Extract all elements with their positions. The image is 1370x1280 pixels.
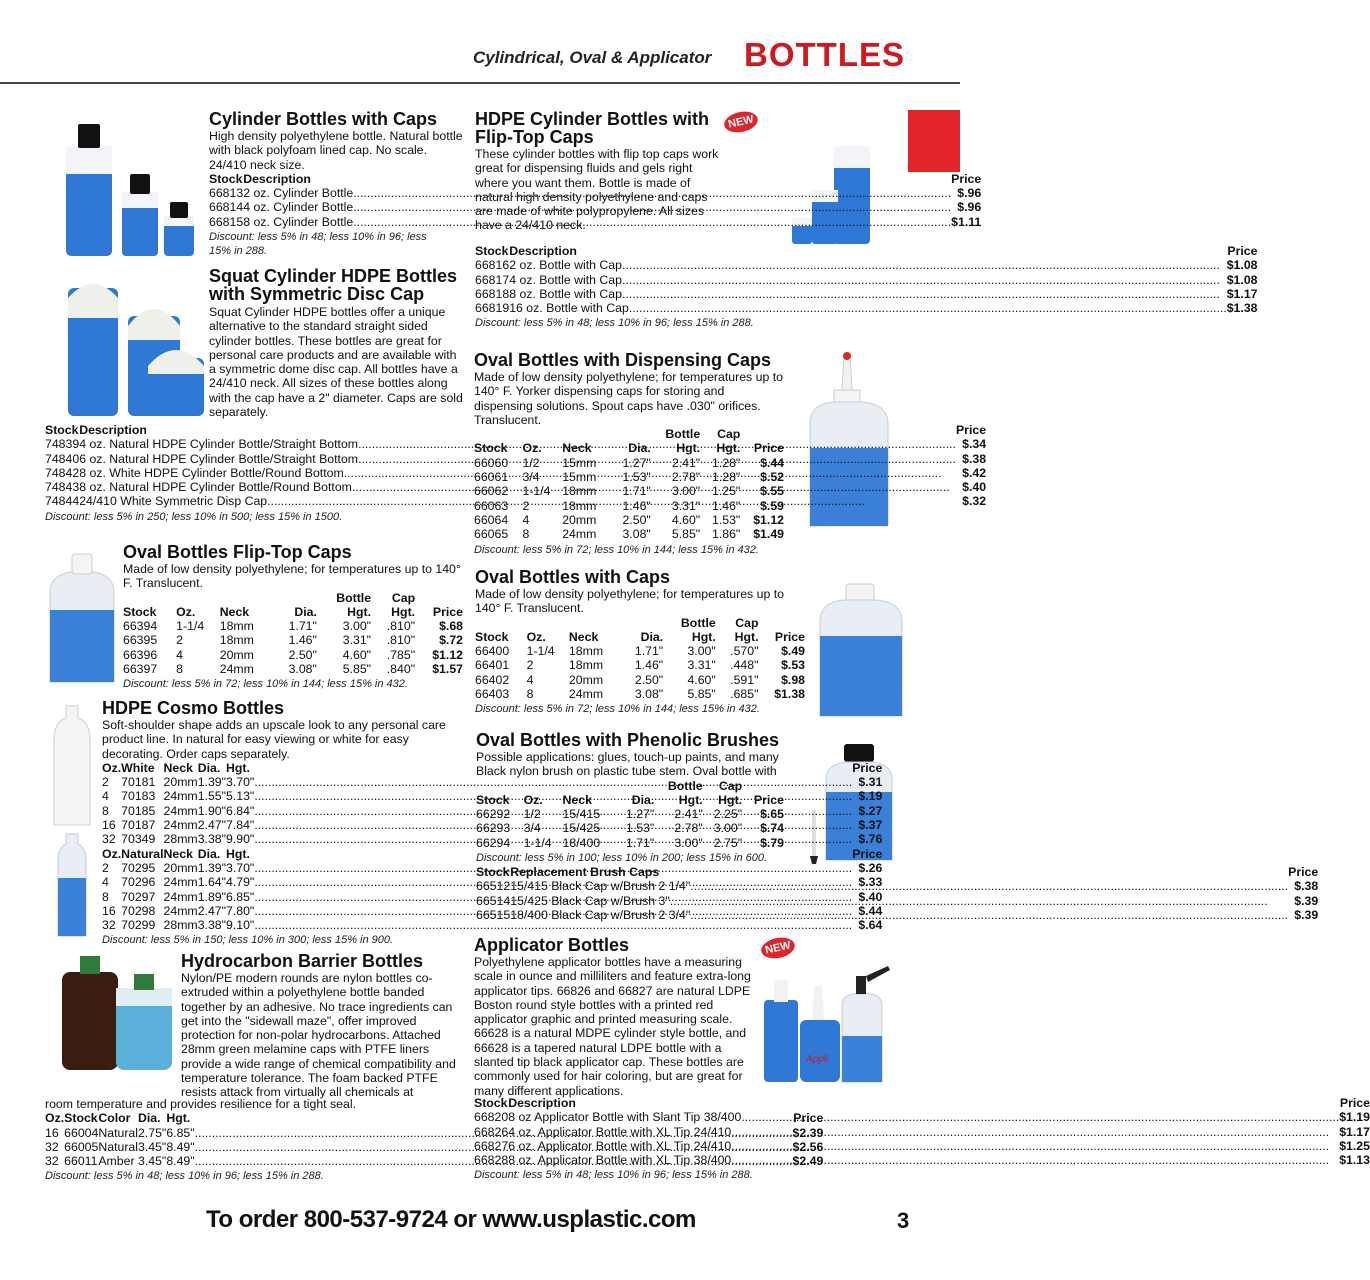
applicator-section (474, 1096, 1370, 1182)
table-row: 74844 24/410 White Symmetric Disp Cap ..... $.32 (45, 494, 986, 508)
hdpeflip-table: Stock Description Price 66816 2 oz. Bottle with Cap ..... $1.08 66817 4 oz. Bottle with Cap ..... $1.08 66818 8 oz. Bottle with Cap ..... $1.17 66819 16 oz. Bottle with Cap ..... $1.38 (475, 244, 1258, 315)
table-row: 66826 4 oz. Applicator Bottle with XL Tip 24/410 ..... $1.17 (474, 1125, 1370, 1139)
discount-text: Discount: less 5% in 48; less 10% in 96; less 15% in 288. (209, 231, 427, 258)
col-header: Price (951, 171, 982, 186)
table-row: 74842 8 oz. White HDPE Cylinder Bottle/Round Bottom ..... $.42 (45, 466, 986, 480)
ovalcaps-section (475, 568, 807, 716)
table-row: 32 70349 28mm 3.38" 9.90" ..... $.76 (102, 832, 882, 846)
section-tab (908, 110, 960, 172)
table-row: 32 66005 Natural 3.45" 8.49" ..... $2.56 (45, 1140, 823, 1154)
ovaldisp-section (474, 351, 784, 557)
table-row: 66514 15/425 Black Cap w/Brush 3" ..... $.39 (476, 894, 1318, 908)
ovaldisp-table: Bottle Cap Stock Oz. Neck Dia. Hgt. Hgt. Price 66060 1/2 15mm 1.27" 2.41" 1.28" $.44 66061 3/4 15mm 1.53" 2.78" 1.28" $.52 66062 1-1/4 18mm 1.71" 3.00" 1.25" $.55 66063 2 18mm 1.46" 3.31" 1.46" $.59 66064 4 20mm 2.50" 4.60" 1.53" $1.12 66065 8 24mm 3.08" 5.85" 1.86" $1.49 (474, 427, 784, 542)
section-description: Made of low density polyethylene; for temperatures up to 140° F. Translucent. (123, 562, 461, 591)
table-row: 8 70185 24mm 1.90" 6.84" ..... $.27 (102, 804, 882, 818)
discount-text: Discount: less 5% in 48; less 10% in 96; less 15% in 288. (475, 317, 754, 330)
table-row: 66820 8 oz Applicator Bottle with Slant Tip 38/400 ..... $1.19 (474, 1110, 1370, 1124)
phenolic-table: Bottle Cap Stock Oz. Neck Dia. Hgt. Hgt. Price 66292 1/2 15/415 1.27" 2.41" 2.25" $.65 66293 3/4 15/425 1.53" 2.78" 3.00" $.74 66294 1-1/4 18/400 1.71" 3.00" 2.75" $.79 (476, 778, 784, 850)
table-row: 66815 8 oz. Cylinder Bottle ..... $1.11 (209, 215, 981, 229)
squat-header (209, 267, 465, 419)
table-row: 66395 2 18mm 1.46" 3.31" .810" $.72 (123, 633, 463, 648)
table-row: 66813 2 oz. Cylinder Bottle ..... $.96 (209, 186, 981, 200)
table-row: 66814 4 oz. Cylinder Bottle ..... $.96 (209, 200, 981, 214)
section-title: Oval Bottles with Caps (475, 567, 671, 587)
discount-text: Discount: less 5% in 72; less 10% in 144; less 15% in 432. (474, 543, 759, 556)
table-row: 74843 8 oz. Natural HDPE Cylinder Bottle/Round Bottom ..... $.40 (45, 480, 986, 494)
section-title: Oval Bottles Flip-Top Caps (123, 542, 352, 562)
page-number: 3 (897, 1208, 910, 1233)
table-row: 66512 15/415 Black Cap w/Brush 2 1/4" ..... $.38 (476, 879, 1318, 893)
table-row: 66062 1-1/4 18mm 1.71" 3.00" 1.25" $.55 (474, 484, 784, 499)
section-title: HDPE Cosmo Bottles (102, 698, 285, 718)
ovalcaps-table: Bottle Cap Stock Oz. Neck Dia. Hgt. Hgt. Price 66400 1-1/4 18mm 1.71" 3.00" .570" $.49 66401 2 18mm 1.46" 3.31" .448" $.53 66402 4 20mm 2.50" 4.60" .591" $.98 66403 8 24mm 3.08" 5.85" .685" $1.38 (475, 615, 805, 702)
table-row: 66394 1-1/4 18mm 1.71" 3.00" .810" $.68 (123, 619, 463, 634)
section-title: Oval Bottles with Phenolic Brushes (476, 730, 780, 750)
table-row: 66396 4 20mm 2.50" 4.60" .785" $1.12 (123, 647, 463, 662)
oval-fliptop-image (42, 548, 122, 688)
table-row: 8 70297 24mm 1.89" 6.85" ..... $.40 (102, 890, 882, 904)
discount-text: Discount: less 5% in 100; less 10% in 200; less 15% in 600. (476, 852, 768, 865)
col-header: Stock (45, 423, 79, 437)
header-subtitle: Cylindrical, Oval & Applicator (473, 48, 712, 67)
table-row: 66816 2 oz. Bottle with Cap ..... $1.08 (475, 258, 1258, 272)
section-description: Squat Cylinder HDPE bottles offer a unique alternative to the standard straight sided cylinder bottles. These bottles are great for personal care products and are available with a symmetric dome disc cap. All bottles have a 24/410 neck. All sizes of these bottles along with the cap have a 2" diameter. Caps are sold separately. (209, 305, 463, 420)
table-row: 66063 2 18mm 1.46" 3.31" 1.46" $.59 (474, 498, 784, 513)
table-row: 66827 6 oz. Applicator Bottle with XL Tip 24/410 ..... $1.25 (474, 1139, 1370, 1153)
section-description: High density polyethylene bottle. Natural bottle with black polyfoam lined cap. No scale. 24/410 neck size. (209, 129, 463, 172)
table-row: 66819 16 oz. Bottle with Cap ..... $1.38 (475, 301, 1258, 315)
header-rule (0, 82, 960, 84)
table-row: 66828 8 oz. Applicator Bottle with XL Tip 38/400 ..... $1.13 (474, 1153, 1370, 1167)
table-row: 32 66011 Amber 3.45" 8.49" ..... $2.49 (45, 1154, 823, 1168)
section-title: Squat Cylinder HDPE Bottles with Symmetric Disc Cap (209, 266, 458, 304)
col-header: Stock (209, 171, 243, 186)
cosmo-bottles-image (44, 700, 100, 940)
col-header: Price (955, 423, 987, 437)
table-row: 66064 4 20mm 2.50" 4.60" 1.53" $1.12 (474, 512, 784, 527)
applicator-bottles-image (756, 966, 916, 1090)
section-description: Soft-shoulder shape adds an upscale look to any personal care product line. In natural for easy viewing or white for easy decorating. Order caps separately. (102, 718, 446, 761)
hydrocarbon-bottles-image (58, 952, 176, 1072)
section-title: Hydrocarbon Barrier Bottles (181, 951, 424, 971)
table-row: 66065 8 24mm 3.08" 5.85" 1.86" $1.49 (474, 527, 784, 542)
hdpeflip-header (475, 110, 720, 233)
table-row: 66403 8 24mm 3.08" 5.85" .685" $1.38 (475, 687, 805, 702)
section-description: Made of low density polyethylene; for temperatures up to 140° F. Yorker dispensing caps for storing and dispensing solutions. Spout caps have .030" orifices. Translucent. (474, 370, 783, 427)
table-row: 2 70295 20mm 1.39" 3.70" ..... $.26 (102, 861, 882, 875)
table-row: 66293 3/4 15/425 1.53" 2.78" 3.00" $.74 (476, 821, 784, 836)
table-row: 66060 1/2 15mm 1.27" 2.41" 1.28" $.44 (474, 455, 784, 470)
table-row: 66397 8 24mm 3.08" 5.85" .840" $1.57 (123, 662, 463, 677)
section-description: Made of low density polyethylene; for temperatures up to 140° F. Translucent. (475, 587, 784, 616)
table-row: 66401 2 18mm 1.46" 3.31" .448" $.53 (475, 658, 805, 673)
table-row: 32 70299 28mm 3.38" 9.10" ..... $.64 (102, 918, 882, 932)
section-title: Oval Bottles with Dispensing Caps (474, 350, 772, 370)
ovalflip-section (123, 543, 465, 691)
section-title: HDPE Cylinder Bottles with Flip-Top Caps (475, 109, 710, 147)
table-row: 66818 8 oz. Bottle with Cap ..... $1.17 (475, 287, 1258, 301)
table-row: 2 70181 20mm 1.39" 3.70" ..... $.31 (102, 775, 882, 789)
new-badge: NEW (722, 109, 759, 136)
applicator-table: Stock Description Price 66820 8 oz Applicator Bottle with Slant Tip 38/400 ..... $1.19 66826 4 oz. Applicator Bottle with XL Tip 24/410 ..... $1.17 66827 6 oz. Applicator Bottle with XL Tip 24/410 ..... $1.25 66828 8 oz. Applicator Bottle with XL Tip 38/400 ..... $1.13 (474, 1096, 1370, 1167)
replacement-caps-table: Stock Replacement Brush Caps Price 66512 15/415 Black Cap w/Brush 2 1/4" ..... $.38 66514 15/425 Black Cap w/Brush 3" ..... $.39 66515 18/400 Black Cap w/Brush 2 3/4" ..... $.39 (476, 865, 1318, 922)
hydro-header (181, 952, 465, 1100)
table-row: 16 70187 24mm 2.47" 7.84" ..... $.37 (102, 818, 882, 832)
table-row: 66292 1/2 15/415 1.27" 2.41" 2.25" $.65 (476, 807, 784, 822)
col-header: Description (243, 171, 311, 186)
table-row: 16 66004 Natural 2.75" 6.85" ..... $2.39 (45, 1126, 823, 1140)
col-header: Description (79, 423, 147, 437)
section-description: Polyethylene applicator bottles have a measuring scale in ounce and milliliters and feature extra-long applicator tips. 66826 and 66827 are natural LDPE Boston round style bottles with a printed red applicator graphic and printed measuring scale. 66628 is a natural MDPE cylinder style bottle, and 66628 is a tapered natural LDPE bottle with a slanted tip black applicator cap. These bottles are commonly used for hair coloring, but are great for many different applications. (474, 955, 751, 1098)
section-description: Possible applications: glues, touch-up paints, and many Black nylon brush on plastic tube stem. Oval bottle with (476, 750, 779, 779)
discount-text: Discount: less 5% in 72; less 10% in 144; less 15% in 432. (123, 678, 408, 691)
cylinder-bottles-image (58, 108, 198, 258)
table-row: 66294 1-1/4 18/400 1.71" 3.00" 2.75" $.79 (476, 835, 784, 850)
discount-text: Discount: less 5% in 72; less 10% in 144; less 15% in 432. (475, 703, 760, 716)
hydro-section (45, 1097, 824, 1183)
discount-text: Discount: less 5% in 48; less 10% in 96; less 15% in 288. (45, 1170, 324, 1183)
applicator-bottle-label: Appli (806, 1054, 829, 1065)
hydro-table: Oz. Stock Color Dia. Hgt. Price 16 66004 Natural 2.75" 6.85" ..... $2.39 32 66005 Natural 3.45" 8.49" ..... $2.56 32 66011 Amber 3.45" 8.49" ..... $2.49 (45, 1111, 823, 1168)
header-title: BOTTLES (744, 36, 905, 73)
table-row: 66400 1-1/4 18mm 1.71" 3.00" .570" $.49 (475, 644, 805, 659)
order-line: To order 800-537-9724 or www.usplastic.com (206, 1206, 696, 1233)
new-badge: NEW (759, 935, 796, 962)
table-row: 16 70298 24mm 2.47" 7.80" ..... $.44 (102, 904, 882, 918)
table-row: 66402 4 20mm 2.50" 4.60" .591" $.98 (475, 672, 805, 687)
section-description: These cylinder bottles with flip top caps work great for dispensing fluids and gels right where you want them. Bottle is made of natural high density polyethylene and caps are made of white polypropylene. All sizes have a 24/410 neck. (475, 147, 719, 233)
squat-bottles-image (58, 268, 208, 418)
discount-text: Discount: less 5% in 150; less 10% in 300; less 15% in 900. (102, 934, 394, 947)
table-row: 4 70183 24mm 1.55" 5.13" ..... $.19 (102, 789, 882, 803)
section-title: Cylinder Bottles with Caps (209, 109, 438, 129)
table-row: 66515 18/400 Black Cap w/Brush 2 3/4" ..... $.39 (476, 908, 1318, 922)
section-description-tail: room temperature and provides resilience for a tight seal. (45, 1097, 356, 1111)
applicator-header (474, 936, 756, 1098)
table-row: 74839 4 oz. Natural HDPE Cylinder Bottle/Straight Bottom ..... $.34 (45, 437, 986, 451)
ovalflip-table: Bottle Cap Stock Oz. Neck Dia. Hgt. Hgt. Price 66394 1-1/4 18mm 1.71" 3.00" .810" $.68 66395 2 18mm 1.46" 3.31" .810" $.72 66396 4 20mm 2.50" 4.60" .785" $1.12 66397 8 24mm 3.08" 5.85" .840" $1.57 (123, 590, 463, 677)
discount-text: Discount: less 5% in 48; less 10% in 96; less 15% in 288. (474, 1169, 753, 1182)
discount-text: Discount: less 5% in 250; less 10% in 500; less 15% in 1500. (45, 510, 343, 523)
table-row: 4 70296 24mm 1.64" 4.79" ..... $.33 (102, 875, 882, 889)
table-row: 74840 6 oz. Natural HDPE Cylinder Bottle/Straight Bottom ..... $.38 (45, 452, 986, 466)
cosmo-table: Oz. White Neck Dia. Hgt. Price 2 70181 20mm 1.39" 3.70" ..... $.31 4 70183 24mm 1.55" 5.13" ..... $.19 8 70185 24mm 1.90" 6.84" ..... $.27 16 70187 24mm 2.47" 7.84" ..... $.37 32 70349 28mm 3.38" 9.90" ..... $.76 Oz. Natural Neck Dia. Hgt. Price 2 70295 20mm 1.39" 3.70" ..... $.26 4 70296 24mm 1.64" 4.79" ..... $.33 8 70297 24mm 1.89" 6.85" ..... $.40 16 70298 24mm 2.47" 7.80" ..... $.44 32 70299 28mm 3.38" 9.10" ..... $.64 (102, 761, 882, 933)
section-description: Nylon/PE modern rounds are nylon bottles co-extruded within a polyethylene bottle banded together by an adhesive. No trace ingredients can get into the "sidewall maze", offer improved protection for non-polar hydrocarbons. Attached 28mm green melamine caps with PTFE liners provide a wide range of chemical compatibility and temperature tolerance. The foam backed PTFE resists attack from virtually all chemicals at (181, 971, 456, 1100)
oval-caps-image (812, 580, 910, 720)
section-title: Applicator Bottles (474, 935, 630, 955)
hdpeflip-section (475, 244, 1258, 330)
table-row: 66817 4 oz. Bottle with Cap ..... $1.08 (475, 273, 1258, 287)
table-row: 66061 3/4 15mm 1.53" 2.78" 1.28" $.52 (474, 470, 784, 485)
